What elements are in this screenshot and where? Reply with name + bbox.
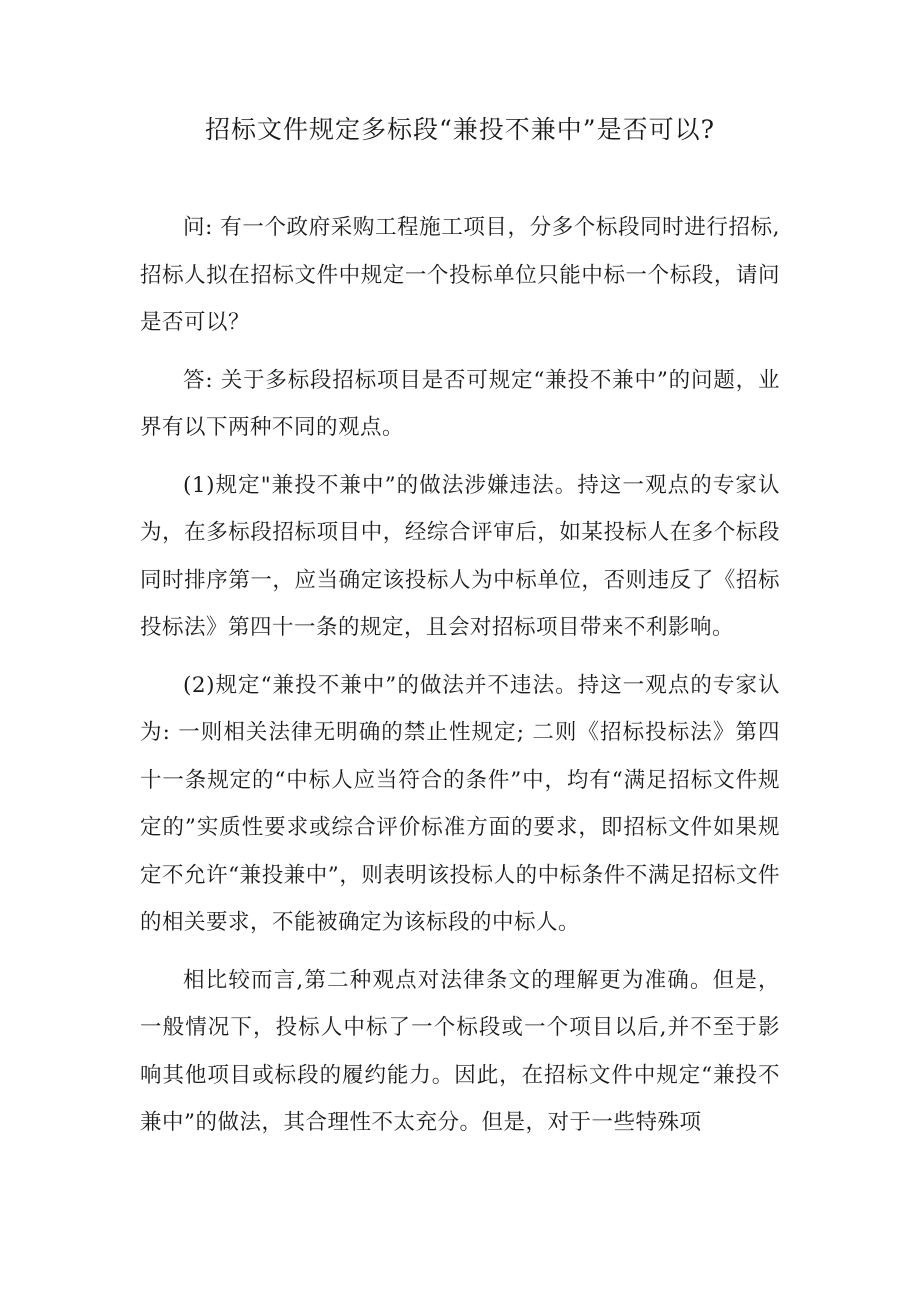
paragraph-viewpoint-1: (1)规定"兼投不兼中”的做法涉嫌违法。持这一观点的专家认为，在多标段招标项目中，经综合评审后，如某投标人在多个标段同时排序第一，应当确定该投标人为中标单位，否则违反了《招标投标法》第四十一条的规定，且会对招标项目带来不利影响。 — [140, 472, 780, 640]
document-body — [140, 204, 780, 1157]
paragraph-answer-intro: 答: 关于多标段招标项目是否可规定“兼投不兼中”的问题，业界有以下两种不同的观点。 — [140, 367, 780, 440]
paragraph-comparison: 相比较而言,第二种观点对法律条文的理解更为准确。但是，一般情况下，投标人中标了一个标段或一个项目以后,并不至于影响其他项目或标段的履约能力。因此，在招标文件中规定“兼投不兼中”的做法，其合理性不太充分。但是，对于一些特殊项 — [140, 967, 780, 1135]
document-title: 招标文件规定多标段“兼投不兼中”是否可以? — [205, 115, 715, 144]
paragraph-viewpoint-2: (2)规定“兼投不兼中”的做法并不违法。持这一观点的专家认为: 一则相关法律无明确的禁止性规定; 二则《招标投标法》第四十一条规定的“中标人应当符合的条件”中，均有“满足招标文件规定的”实质性要求或综合评价标准方面的要求，即招标文件如果规定不允许“兼投兼中”，则表明该投标人的中标条件不满足招标文件的相关要求，不能被确定为该标段的中标人。 — [140, 672, 780, 935]
paragraph-question: 问: 有一个政府采购工程施工项目，分多个标段同时进行招标,招标人拟在招标文件中规定一个投标单位只能中标一个标段，请问是否可以？ — [140, 215, 780, 335]
